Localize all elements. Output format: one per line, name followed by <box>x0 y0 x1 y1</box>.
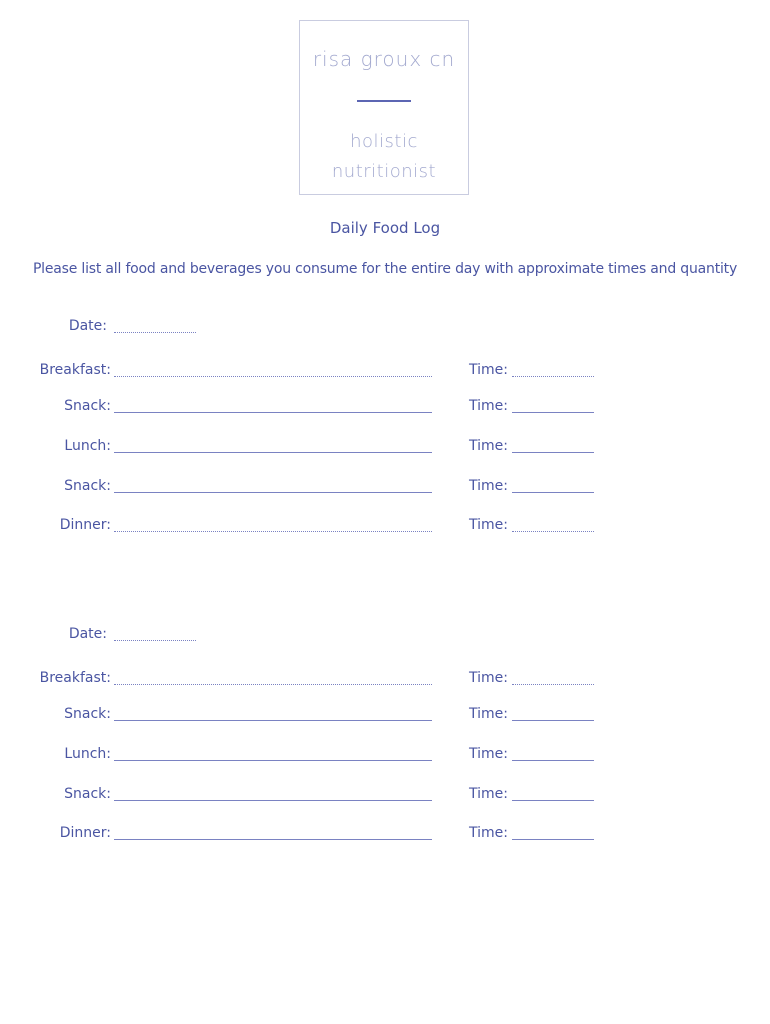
snack-2-field[interactable] <box>114 492 432 493</box>
lunch-field[interactable] <box>114 760 432 761</box>
lunch-time-label: Time: <box>469 746 508 762</box>
dinner-time-label: Time: <box>469 825 508 841</box>
log-section-2 <box>0 618 770 848</box>
snack-2-time-field[interactable] <box>512 800 594 801</box>
log-section-1 <box>0 310 770 540</box>
lunch-field[interactable] <box>114 452 432 453</box>
snack-1-time-field[interactable] <box>512 412 594 413</box>
logo-title-line2: nutritionist <box>331 161 437 182</box>
breakfast-label: Breakfast: <box>39 670 111 686</box>
logo-divider <box>357 100 411 102</box>
breakfast-field[interactable] <box>114 376 432 377</box>
dinner-field[interactable] <box>114 531 432 532</box>
dinner-label: Dinner: <box>59 825 111 841</box>
breakfast-label: Breakfast: <box>39 362 111 378</box>
dinner-label: Dinner: <box>59 517 111 533</box>
dinner-time-field[interactable] <box>512 531 594 532</box>
breakfast-time-field[interactable] <box>512 376 594 377</box>
page-title: Daily Food Log <box>329 219 441 237</box>
dinner-time-field[interactable] <box>512 839 594 840</box>
logo-title <box>300 127 468 187</box>
lunch-label: Lunch: <box>64 438 111 454</box>
breakfast-time-label: Time: <box>469 362 508 378</box>
snack-2-time-label: Time: <box>469 478 508 494</box>
snack-2-field[interactable] <box>114 800 432 801</box>
snack-2-label: Snack: <box>64 786 111 802</box>
snack-1-time-label: Time: <box>469 706 508 722</box>
date-field[interactable] <box>114 640 196 641</box>
snack-2-time-label: Time: <box>469 786 508 802</box>
snack-1-time-field[interactable] <box>512 720 594 721</box>
lunch-time-label: Time: <box>469 438 508 454</box>
lunch-time-field[interactable] <box>512 452 594 453</box>
snack-1-field[interactable] <box>114 412 432 413</box>
snack-1-field[interactable] <box>114 720 432 721</box>
logo <box>299 20 469 195</box>
date-field[interactable] <box>114 332 196 333</box>
date-label: Date: <box>68 318 107 334</box>
logo-title-line1: holistic <box>350 131 418 152</box>
dinner-time-label: Time: <box>469 517 508 533</box>
date-label: Date: <box>68 626 107 642</box>
dinner-field[interactable] <box>114 839 432 840</box>
snack-1-time-label: Time: <box>469 398 508 414</box>
lunch-time-field[interactable] <box>512 760 594 761</box>
snack-2-label: Snack: <box>64 478 111 494</box>
snack-2-time-field[interactable] <box>512 492 594 493</box>
snack-1-label: Snack: <box>64 706 111 722</box>
instructions: Please list all food and beverages you consume for the entire day with approximate times and quantity <box>32 261 738 277</box>
breakfast-time-field[interactable] <box>512 684 594 685</box>
breakfast-time-label: Time: <box>469 670 508 686</box>
logo-name: risa groux cn <box>312 47 456 71</box>
lunch-label: Lunch: <box>64 746 111 762</box>
snack-1-label: Snack: <box>64 398 111 414</box>
breakfast-field[interactable] <box>114 684 432 685</box>
